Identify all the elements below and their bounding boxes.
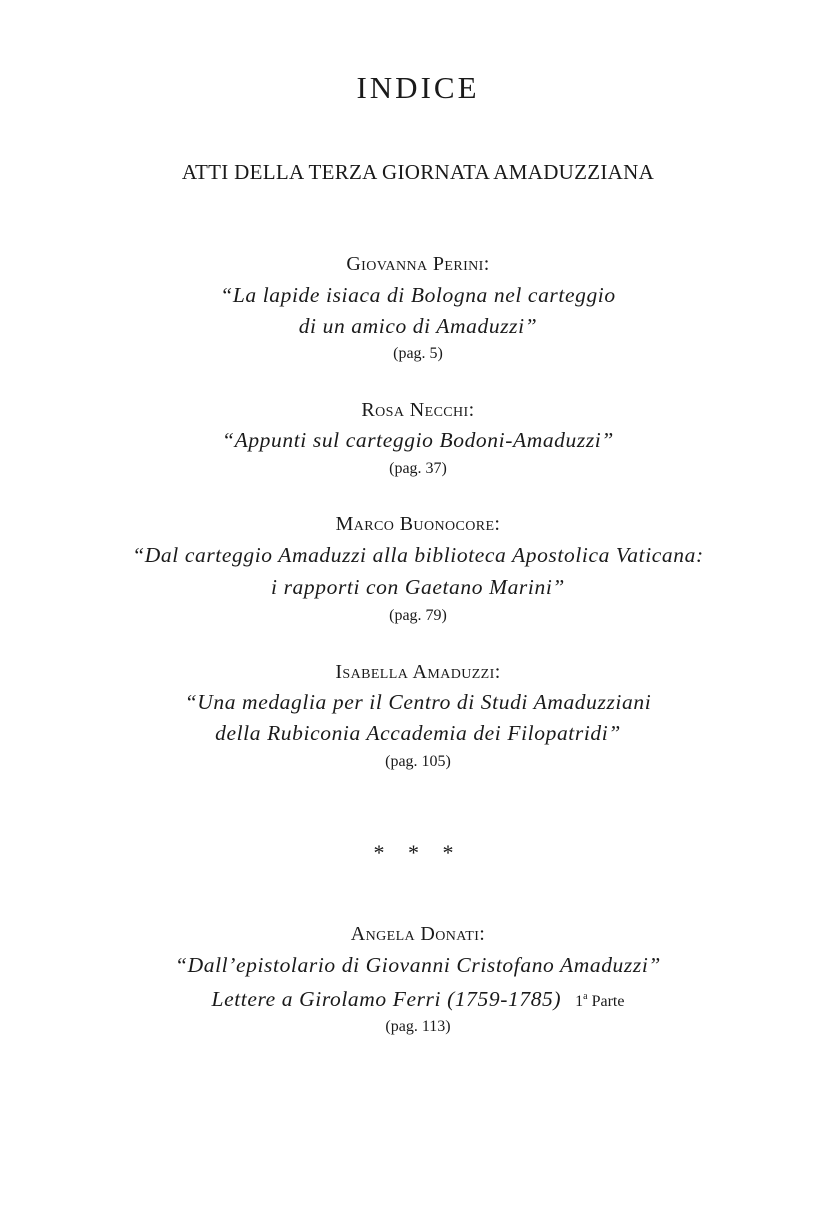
entry-page-reference: (pag. 105) <box>385 753 451 770</box>
entry-page-reference: (pag. 37) <box>389 460 447 477</box>
entry-title-line: “Una medaglia per il Centro di Studi Amaduzziani <box>184 690 652 714</box>
entry-author: Giovanna Perini: <box>346 253 490 275</box>
entry-page-reference: (pag. 5) <box>393 345 443 362</box>
entry-page-reference: (pag. 79) <box>389 607 447 624</box>
entry-title-line: “La lapide isiaca di Bologna nel carteggio <box>220 283 616 307</box>
part-number: 1 <box>575 993 584 1010</box>
entry-title-line: della Rubiconia Accademia dei Filopatridi” <box>215 721 621 745</box>
part-indicator <box>567 993 624 1010</box>
entry-subtitle-text: Lettere a Girolamo Ferri (1759-1785) <box>211 987 562 1011</box>
entry-author: Marco Buonocore: <box>335 513 501 535</box>
entry-title-line: i rapporti con Gaetano Marini” <box>271 575 565 599</box>
entry-subtitle-line <box>0 982 836 1017</box>
entry-author: Rosa Necchi: <box>361 399 475 421</box>
section-title: ATTI DELLA TERZA GIORNATA AMADUZZIANA <box>181 160 655 184</box>
entry-author: Angela Donati: <box>350 923 486 945</box>
entry-page-reference: (pag. 113) <box>385 1018 451 1035</box>
index-title: INDICE <box>356 70 480 105</box>
section-separator: * * * <box>373 840 463 865</box>
entry-title-line: “Appunti sul carteggio Bodoni-Amaduzzi” <box>222 428 614 452</box>
entry-title-line: “Dall’epistolario di Giovanni Cristofano Amaduzzi” <box>175 953 661 977</box>
part-ordinal-suffix: a <box>583 991 588 1002</box>
entry-author: Isabella Amaduzzi: <box>335 661 501 683</box>
part-label: Parte <box>591 993 625 1010</box>
entry-title-line: di un amico di Amaduzzi” <box>298 314 538 338</box>
entry-title-line: “Dal carteggio Amaduzzi alla biblioteca Apostolica Vaticana: <box>132 543 704 567</box>
